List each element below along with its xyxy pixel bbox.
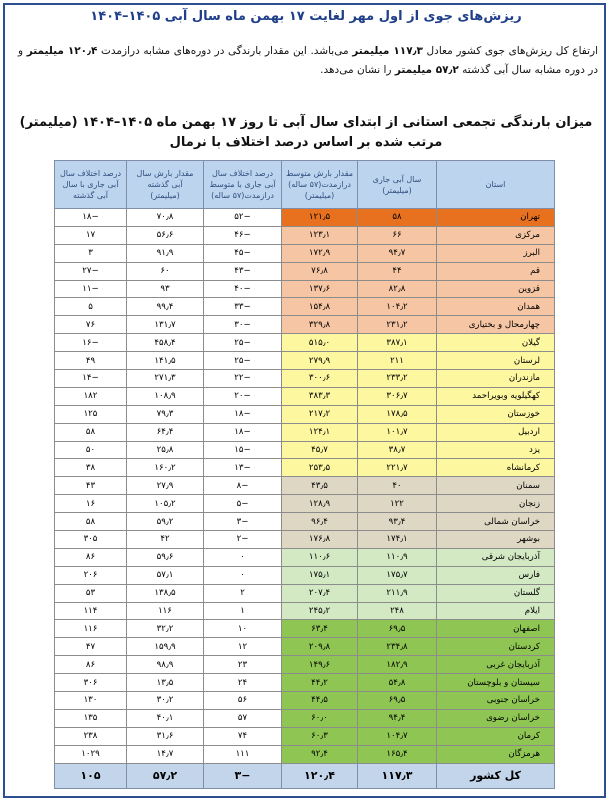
cell-last-year: ۶۰ (127, 262, 204, 280)
cell-diff-normal: −۱۸ (204, 423, 282, 441)
total-row (55, 763, 555, 788)
cell-province: تهران (437, 209, 555, 227)
intro-value-current: ۱۱۷٫۳ میلیمتر (352, 45, 423, 57)
cell-province: گلستان (437, 584, 555, 602)
cell-province: خراسان جنوبی (437, 692, 555, 710)
table-row (55, 262, 555, 280)
cell-last-year: ۹۸٫۹ (127, 656, 204, 674)
cell-diff-last: ۵ (55, 298, 127, 316)
cell-normal: ۴۴٫۵ (282, 692, 358, 710)
cell-diff-normal: −۳ (204, 513, 282, 531)
cell-normal: ۱۲۸٫۹ (282, 495, 358, 513)
cell-diff-normal: ۱۱۱ (204, 745, 282, 763)
cell-province: البرز (437, 244, 555, 262)
cell-diff-last: ۲۰۶ (55, 566, 127, 584)
cell-diff-last: ۳۰۵ (55, 531, 127, 549)
cell-last-year: ۲۷۱٫۳ (127, 370, 204, 388)
header-normal: مقدار بارش متوسط درازمدت(۵۷ ساله) (میلیمتر) (282, 161, 358, 209)
cell-diff-last: ۱۱۶ (55, 620, 127, 638)
header-last-year: مقدار بارش سال آبی گذشته (میلیمتر) (127, 161, 204, 209)
cell-province: خراسان رضوی (437, 709, 555, 727)
table-title (0, 113, 612, 153)
cell-last-year: ۱۴٫۷ (127, 745, 204, 763)
cell-diff-last: ۸۶ (55, 548, 127, 566)
cell-normal: ۴۵٫۷ (282, 441, 358, 459)
cell-current: ۱۶۵٫۴ (358, 745, 437, 763)
cell-diff-normal: −۴۰ (204, 280, 282, 298)
table-row (55, 477, 555, 495)
cell-diff-last: ۳ (55, 244, 127, 262)
cell-diff-normal: −۲۰ (204, 387, 282, 405)
cell-normal: ۲۵۳٫۵ (282, 459, 358, 477)
cell-diff-normal: −۳۳ (204, 298, 282, 316)
cell-last-year: ۱۴۱٫۵ (127, 352, 204, 370)
cell-diff-last: −۱۴ (55, 370, 127, 388)
table-row (55, 334, 555, 352)
cell-current: ۱۲۲ (358, 495, 437, 513)
table-header-row (55, 161, 555, 209)
cell-normal: ۱۷۲٫۹ (282, 244, 358, 262)
cell-last-year: ۵۹٫۲ (127, 513, 204, 531)
cell-diff-last: ۴۳ (55, 477, 127, 495)
cell-last-year: ۲۵٫۸ (127, 441, 204, 459)
cell-province: هرمزگان (437, 745, 555, 763)
cell-normal: ۲۷۹٫۹ (282, 352, 358, 370)
cell-current: ۱۰۴٫۷ (358, 727, 437, 745)
cell-current: ۶۹٫۵ (358, 620, 437, 638)
cell-current: ۴۴ (358, 262, 437, 280)
table-row (55, 727, 555, 745)
document-title: ریزش‌های جوی از اول مهر لغایت ۱۷ بهمن ماه سال آبی ۱۴۰۵–۱۴۰۴ (90, 9, 522, 24)
cell-normal: ۱۲۳٫۱ (282, 226, 358, 244)
table-row (55, 352, 555, 370)
cell-province: مرکزی (437, 226, 555, 244)
cell-province: خوزستان (437, 405, 555, 423)
cell-last-year: ۱۵۹٫۹ (127, 638, 204, 656)
cell-current: ۲۴۸ (358, 602, 437, 620)
cell-current: ۸۲٫۸ (358, 280, 437, 298)
table-row (55, 656, 555, 674)
table-row (55, 280, 555, 298)
cell-normal: ۹۶٫۴ (282, 513, 358, 531)
table-row (55, 298, 555, 316)
cell-last-year: ۴۵۸٫۴ (127, 334, 204, 352)
table-title-line1: میزان بارندگی تجمعی استانی از ابتدای سال آبی تا روز ۱۷ بهمن ماه ۱۴۰۵–۱۴۰۴ (میلیمتر) (19, 115, 593, 130)
cell-diff-normal: −۱۸ (204, 405, 282, 423)
cell-last-year: ۹۹٫۴ (127, 298, 204, 316)
table-row (55, 531, 555, 549)
table-row (55, 209, 555, 227)
cell-last-year: ۵۶٫۶ (127, 226, 204, 244)
intro-value-normal: ۱۲۰٫۴ میلیمتر (26, 45, 98, 57)
cell-province: چهارمحال و بختیاری (437, 316, 555, 334)
table-row (55, 602, 555, 620)
cell-diff-normal: ۲۳ (204, 656, 282, 674)
cell-current: ۴۰ (358, 477, 437, 495)
cell-province: قزوین (437, 280, 555, 298)
table-row (55, 244, 555, 262)
cell-last-year: ۱۶۰٫۲ (127, 459, 204, 477)
intro-text-4: را نشان می‌دهد. (320, 64, 395, 76)
cell-current: ۱۷۸٫۵ (358, 405, 437, 423)
cell-current: ۲۳۴٫۸ (358, 638, 437, 656)
cell-diff-last: ۵۸ (55, 423, 127, 441)
table-row (55, 423, 555, 441)
table-row (55, 387, 555, 405)
cell-normal: ۴۴٫۲ (282, 674, 358, 692)
cell-province: زنجان (437, 495, 555, 513)
cell-normal: ۶۰٫۰ (282, 709, 358, 727)
table-row (55, 709, 555, 727)
cell-diff-normal: ۵۶ (204, 692, 282, 710)
cell-province: همدان (437, 298, 555, 316)
table-row (55, 674, 555, 692)
table-row (55, 620, 555, 638)
total-diff-normal: −۳ (204, 763, 282, 788)
cell-diff-normal: −۲۵ (204, 352, 282, 370)
cell-diff-normal: ۷۴ (204, 727, 282, 745)
cell-normal: ۷۶٫۸ (282, 262, 358, 280)
cell-current: ۱۷۵٫۷ (358, 566, 437, 584)
cell-last-year: ۳۱٫۶ (127, 727, 204, 745)
total-province: کل کشور (437, 763, 555, 788)
header-diff-normal: درصد اختلاف سال آبی جاری با متوسط درازمدت(۵۷ ساله) (204, 161, 282, 209)
cell-normal: ۱۲۱٫۵ (282, 209, 358, 227)
cell-normal: ۳۲۹٫۸ (282, 316, 358, 334)
cell-last-year: ۵۹٫۶ (127, 548, 204, 566)
cell-province: خراسان شمالی (437, 513, 555, 531)
table-body (55, 209, 555, 764)
total-last-year: ۵۷٫۲ (127, 763, 204, 788)
cell-normal: ۳۸۳٫۳ (282, 387, 358, 405)
cell-current: ۲۱۱٫۹ (358, 584, 437, 602)
table-row (55, 566, 555, 584)
table-row (55, 316, 555, 334)
cell-current: ۹۳٫۴ (358, 513, 437, 531)
cell-normal: ۴۳٫۵ (282, 477, 358, 495)
cell-diff-normal: −۴۳ (204, 262, 282, 280)
cell-last-year: ۷۹٫۳ (127, 405, 204, 423)
cell-last-year: ۴۰٫۱ (127, 709, 204, 727)
cell-normal: ۲۴۵٫۲ (282, 602, 358, 620)
cell-diff-normal: −۴۵ (204, 244, 282, 262)
cell-current: ۶۹٫۵ (358, 692, 437, 710)
cell-normal: ۶۰٫۳ (282, 727, 358, 745)
cell-last-year: ۹۳ (127, 280, 204, 298)
cell-diff-normal: ۵۷ (204, 709, 282, 727)
total-diff-last: ۱۰۵ (55, 763, 127, 788)
cell-last-year: ۶۴٫۴ (127, 423, 204, 441)
cell-normal: ۳۰۰٫۶ (282, 370, 358, 388)
cell-last-year: ۵۷٫۱ (127, 566, 204, 584)
cell-diff-normal: ۱ (204, 602, 282, 620)
cell-diff-normal: −۲۲ (204, 370, 282, 388)
cell-diff-last: ۵۰ (55, 441, 127, 459)
cell-province: سیستان و بلوچستان (437, 674, 555, 692)
cell-current: ۲۳۳٫۲ (358, 370, 437, 388)
cell-current: ۲۲۱٫۷ (358, 459, 437, 477)
cell-diff-normal: −۲۵ (204, 334, 282, 352)
cell-last-year: ۱۳۸٫۵ (127, 584, 204, 602)
cell-diff-normal: −۴۶ (204, 226, 282, 244)
header-diff-last: درصد اختلاف سال آبی جاری با سال آبی گذشته (55, 161, 127, 209)
cell-last-year: ۱۳٫۵ (127, 674, 204, 692)
cell-province: فارس (437, 566, 555, 584)
intro-paragraph (18, 42, 598, 80)
cell-diff-normal: ۰ (204, 548, 282, 566)
cell-diff-last: −۱۸ (55, 209, 127, 227)
cell-diff-last: ۱۷ (55, 226, 127, 244)
cell-current: ۳۸٫۷ (358, 441, 437, 459)
cell-diff-last: ۲۳۸ (55, 727, 127, 745)
cell-last-year: ۳۰٫۲ (127, 692, 204, 710)
cell-diff-last: ۱۰۲۹ (55, 745, 127, 763)
intro-text-3: و در دوره مشابه سال آبی گذشته (18, 45, 598, 76)
table-row (55, 441, 555, 459)
cell-diff-last: −۲۷ (55, 262, 127, 280)
cell-province: ایلام (437, 602, 555, 620)
cell-province: آذربایجان شرقی (437, 548, 555, 566)
cell-province: کردستان (437, 638, 555, 656)
table-row (55, 692, 555, 710)
cell-province: اصفهان (437, 620, 555, 638)
table-row (55, 745, 555, 763)
table-row (55, 226, 555, 244)
cell-last-year: ۳۲٫۲ (127, 620, 204, 638)
cell-current: ۱۸۲٫۹ (358, 656, 437, 674)
cell-diff-normal: ۱۲ (204, 638, 282, 656)
cell-current: ۱۱۰٫۹ (358, 548, 437, 566)
cell-province: بوشهر (437, 531, 555, 549)
cell-current: ۲۱۱ (358, 352, 437, 370)
rainfall-table (54, 160, 555, 789)
cell-province: کرمان (437, 727, 555, 745)
table-row (55, 495, 555, 513)
cell-last-year: ۴۲ (127, 531, 204, 549)
cell-last-year: ۹۱٫۹ (127, 244, 204, 262)
cell-current: ۳۰۶٫۷ (358, 387, 437, 405)
cell-diff-last: ۷۶ (55, 316, 127, 334)
cell-diff-last: ۵۸ (55, 513, 127, 531)
cell-normal: ۹۲٫۴ (282, 745, 358, 763)
cell-diff-normal: −۵۲ (204, 209, 282, 227)
cell-diff-last: ۱۶ (55, 495, 127, 513)
total-current: ۱۱۷٫۳ (358, 763, 437, 788)
cell-diff-last: ۱۳۵ (55, 709, 127, 727)
intro-text-2: می‌باشد. این مقدار بارندگی در دوره‌های مشابه درازمدت (97, 45, 353, 57)
cell-diff-last: ۵۳ (55, 584, 127, 602)
cell-last-year: ۱۳۱٫۷ (127, 316, 204, 334)
cell-province: لرستان (437, 352, 555, 370)
cell-diff-normal: −۱۳ (204, 459, 282, 477)
cell-last-year: ۲۷٫۹ (127, 477, 204, 495)
intro-value-last-year: ۵۷٫۲ میلیمتر (394, 64, 459, 76)
cell-last-year: ۱۰۸٫۹ (127, 387, 204, 405)
cell-normal: ۱۵۴٫۸ (282, 298, 358, 316)
cell-diff-last: ۱۳۰ (55, 692, 127, 710)
cell-diff-normal: ۱۰ (204, 620, 282, 638)
cell-current: ۲۳۱٫۲ (358, 316, 437, 334)
total-normal: ۱۲۰٫۴ (282, 763, 358, 788)
cell-normal: ۱۴۹٫۶ (282, 656, 358, 674)
cell-last-year: ۱۱۶ (127, 602, 204, 620)
cell-current: ۱۰۱٫۷ (358, 423, 437, 441)
cell-province: گیلان (437, 334, 555, 352)
cell-province: کرمانشاه (437, 459, 555, 477)
cell-diff-normal: −۵ (204, 495, 282, 513)
cell-diff-last: ۱۲۵ (55, 405, 127, 423)
table-row (55, 370, 555, 388)
cell-diff-last: ۳۰۶ (55, 674, 127, 692)
cell-normal: ۲۰۹٫۸ (282, 638, 358, 656)
cell-province: آذربایجان غربی (437, 656, 555, 674)
cell-diff-last: ۱۸۲ (55, 387, 127, 405)
cell-diff-last: ۳۸ (55, 459, 127, 477)
table-row (55, 638, 555, 656)
cell-diff-normal: −۳۰ (204, 316, 282, 334)
header-province: استان (437, 161, 555, 209)
cell-diff-last: −۱۶ (55, 334, 127, 352)
cell-diff-last: ۴۹ (55, 352, 127, 370)
cell-diff-normal: −۸ (204, 477, 282, 495)
table-row (55, 459, 555, 477)
cell-normal: ۲۱۷٫۲ (282, 405, 358, 423)
cell-diff-normal: ۲۴ (204, 674, 282, 692)
cell-current: ۱۷۴٫۱ (358, 531, 437, 549)
cell-last-year: ۷۰٫۸ (127, 209, 204, 227)
cell-current: ۶۶ (358, 226, 437, 244)
cell-current: ۹۴٫۴ (358, 709, 437, 727)
table-row (55, 584, 555, 602)
cell-diff-last: ۴۷ (55, 638, 127, 656)
cell-current: ۵۴٫۸ (358, 674, 437, 692)
cell-current: ۹۴٫۷ (358, 244, 437, 262)
cell-diff-last: ۸۶ (55, 656, 127, 674)
intro-text-1: ارتفاع کل ریزش‌های جوی کشور معادل (422, 45, 598, 57)
cell-province: قم (437, 262, 555, 280)
cell-province: یزد (437, 441, 555, 459)
cell-normal: ۲۰۷٫۴ (282, 584, 358, 602)
cell-diff-last: −۱۱ (55, 280, 127, 298)
cell-normal: ۱۷۶٫۸ (282, 531, 358, 549)
cell-province: کهگیلویه وبویراحمد (437, 387, 555, 405)
cell-province: اردبیل (437, 423, 555, 441)
table-row (55, 513, 555, 531)
cell-normal: ۱۲۴٫۱ (282, 423, 358, 441)
cell-diff-normal: ۰ (204, 566, 282, 584)
header-current: سال آبی جاری (میلیمتر) (358, 161, 437, 209)
cell-diff-normal: ۲ (204, 584, 282, 602)
cell-last-year: ۱۰۵٫۲ (127, 495, 204, 513)
table-row (55, 548, 555, 566)
table-row (55, 405, 555, 423)
cell-province: مازندران (437, 370, 555, 388)
cell-normal: ۱۷۵٫۱ (282, 566, 358, 584)
cell-normal: ۵۱۵٫۰ (282, 334, 358, 352)
cell-current: ۵۸ (358, 209, 437, 227)
cell-diff-normal: −۱۵ (204, 441, 282, 459)
cell-normal: ۱۳۷٫۶ (282, 280, 358, 298)
cell-current: ۱۰۴٫۲ (358, 298, 437, 316)
cell-province: سمنان (437, 477, 555, 495)
cell-diff-normal: −۲ (204, 531, 282, 549)
cell-current: ۳۸۷٫۱ (358, 334, 437, 352)
table-title-line2: مرتب شده بر اساس درصد اختلاف با نرمال (169, 135, 443, 150)
cell-diff-last: ۱۱۴ (55, 602, 127, 620)
cell-normal: ۶۳٫۴ (282, 620, 358, 638)
cell-normal: ۱۱۰٫۶ (282, 548, 358, 566)
